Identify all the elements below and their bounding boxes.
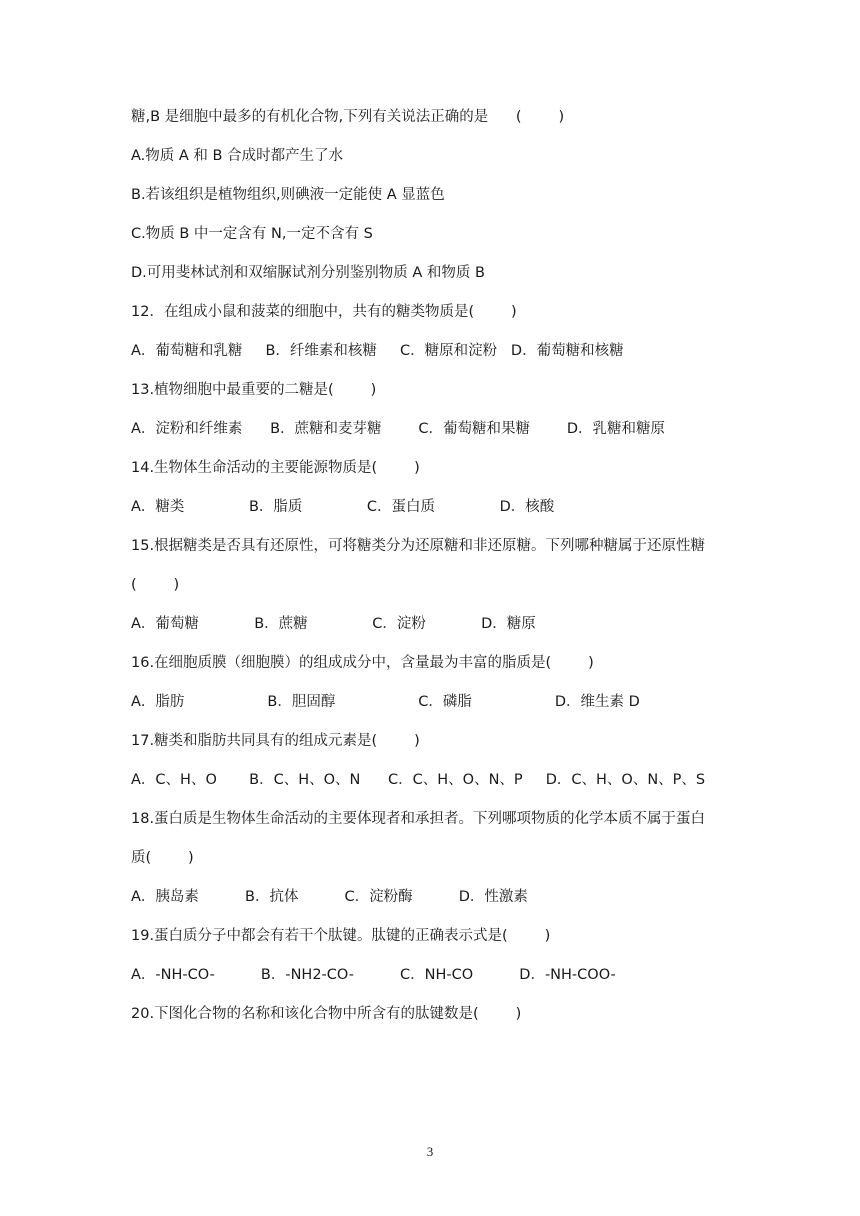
question-11-stem-continued: 糖,B 是细胞中最多的有机化合物,下列有关说法正确的是 ( ) xyxy=(131,109,565,125)
q13-options: A．淀粉和纤维素 B．蔗糖和麦芽糖 C．葡萄糖和果糖 D．乳糖和糖原 xyxy=(131,421,666,437)
question-20: 20.下图化合物的名称和该化合物中所含有的肽键数是( ) xyxy=(131,1006,522,1022)
question-17: 17.糖类和脂肪共同具有的组成元素是( ) xyxy=(131,733,420,749)
q12-options: A．葡萄糖和乳糖 B．纤维素和核糖 C．糖原和淀粉 D．葡萄糖和核糖 xyxy=(131,343,624,359)
question-18-continued: 质( ) xyxy=(131,850,194,866)
q11-option-a: A.物质 A 和 B 合成时都产生了水 xyxy=(131,148,344,164)
question-13: 13.植物细胞中最重要的二糖是( ) xyxy=(131,382,377,398)
question-18: 18.蛋白质是生物体生命活动的主要体现者和承担者。下列哪项物质的化学本质不属于蛋白 xyxy=(131,811,706,827)
question-16: 16.在细胞质膜（细胞膜）的组成成分中，含量最为丰富的脂质是( ) xyxy=(131,655,594,671)
q18-options: A．胰岛素 B．抗体 C．淀粉酶 D．性激素 xyxy=(131,889,528,905)
q14-options: A．糖类 B．脂质 C．蛋白质 D．核酸 xyxy=(131,499,555,515)
q11-option-b: B.若该组织是植物组织,则碘液一定能使 A 显蓝色 xyxy=(131,187,445,203)
question-14: 14.生物体生命活动的主要能源物质是( ) xyxy=(131,460,420,476)
q11-option-d: D.可用斐林试剂和双缩脲试剂分别鉴别物质 A 和物质 B xyxy=(131,265,485,281)
q16-options: A．脂肪 B．胆固醇 C．磷脂 D．维生素 D xyxy=(131,694,640,710)
question-15: 15.根据糖类是否具有还原性，可将糖类分为还原糖和非还原糖。下列哪种糖属于还原性糖 xyxy=(131,538,706,554)
q11-option-c: C.物质 B 中一定含有 N,一定不含有 S xyxy=(131,226,373,242)
question-19: 19.蛋白质分子中都会有若干个肽键。肽键的正确表示式是( ) xyxy=(131,928,551,944)
question-15-bracket: ( ) xyxy=(131,577,180,593)
q19-options: A．-NH-CO- B．-NH2-CO- C．NH-CO D．-NH-COO- xyxy=(131,967,616,983)
q15-options: A．葡萄糖 B．蔗糖 C．淀粉 D．糖原 xyxy=(131,616,536,632)
page-number: 3 xyxy=(426,1144,434,1159)
q17-options: A．C、H、O B．C、H、O、N C．C、H、O、N、P D．C、H、O、N、P、S xyxy=(131,772,706,788)
question-12: 12．在组成小鼠和菠菜的细胞中，共有的糖类物质是( ) xyxy=(131,304,517,320)
